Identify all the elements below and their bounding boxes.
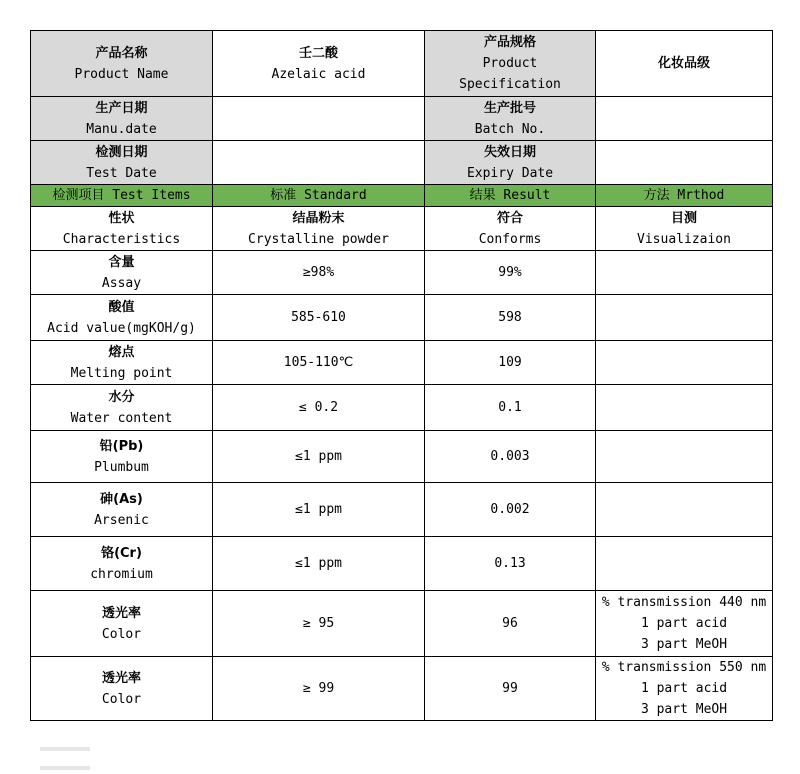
label-en: Product Name [74,66,169,82]
table-row [31,483,773,537]
item-cell [31,591,213,657]
header-value-cell [213,97,425,141]
column-header: 方法 Mrthod [596,185,773,207]
item-zh: 铬(Cr) [101,545,142,561]
result-cell [425,251,596,295]
result-text: 99 [502,681,518,696]
label-zh: 产品名称 [95,45,148,61]
result-text: 符合 [496,210,523,226]
column-header: 检测项目 Test Items [31,185,213,207]
item-cell [31,537,213,591]
label-zh: 产品规格 [483,35,536,50]
header-value-cell [213,31,425,97]
item-zh: 酸值 [108,299,135,315]
table-row [31,591,773,657]
header-value-cell [596,31,773,97]
result-cell [425,431,596,483]
item-zh: 水分 [108,389,135,405]
label-en: Test Date [86,165,157,181]
header-row [31,97,773,141]
standard-cell [213,295,425,341]
header-label-cell [425,97,596,141]
item-en: chromium [90,566,153,582]
standard-cell [213,431,425,483]
method-text: 3 part MeOH [640,702,728,717]
result-text: 0.1 [498,400,522,415]
table-row [31,341,773,385]
item-cell [31,295,213,341]
standard-text: ≤1 ppm [295,556,342,571]
header-value-cell [596,141,773,185]
item-en: Arsenic [94,512,149,528]
standard-cell [213,385,425,431]
column-header: 标准 Standard [213,185,425,207]
item-zh: 性状 [108,210,135,226]
method-text: 目测 [670,210,697,226]
standard-text: ≤ 0.2 [298,400,339,415]
result-text: 96 [502,616,518,631]
method-cell [596,251,773,295]
item-cell [31,207,213,251]
standard-cell [213,251,425,295]
standard-text: ≥ 99 [302,681,335,696]
item-zh: 熔点 [108,344,135,360]
result-cell [425,385,596,431]
result-cell [425,591,596,657]
header-label-cell [31,141,213,185]
item-en: Characteristics [62,231,181,247]
standard-text: Crystalline powder [248,231,389,247]
label-en: Batch No. [474,121,546,137]
item-cell [31,341,213,385]
method-text: % transmission 550 nm [601,660,767,675]
standard-text: ≤1 ppm [295,449,342,464]
method-cell [596,591,773,657]
result-cell [425,483,596,537]
label-zh: 生产日期 [95,100,148,116]
header-row [31,141,773,185]
item-en: Acid value(mgKOH/g) [47,320,196,336]
item-cell [31,251,213,295]
result-text: 0.003 [490,449,530,464]
column-header: 结果 Result [425,185,596,207]
item-en: Color [101,691,142,707]
standard-text: ≥98% [302,265,335,280]
method-cell [596,431,773,483]
header-value-cell [596,97,773,141]
header-label-cell [425,141,596,185]
method-text: % transmission 440 nm [601,595,767,610]
label-en: Expiry Date [466,165,554,181]
table-row [31,207,773,251]
coa-table [30,30,773,721]
table-row [31,431,773,483]
item-zh: 含量 [108,254,135,270]
standard-text: 105-110℃ [283,355,354,370]
standard-text: ≥ 95 [302,616,335,631]
table-row [31,295,773,341]
column-header-row [31,185,773,207]
result-text: 598 [498,310,522,325]
result-text: Conforms [478,231,542,247]
table-row [31,385,773,431]
table-row [31,657,773,721]
item-en: Plumbum [94,459,149,475]
standard-cell [213,537,425,591]
header-label-cell [31,31,213,97]
header-label-cell [425,31,596,97]
table-row [31,251,773,295]
label-zh: 失效日期 [483,144,536,160]
item-zh: 铅(Pb) [99,438,144,454]
standard-cell [213,591,425,657]
table-row [31,537,773,591]
item-zh: 透光率 [101,605,141,621]
result-text: 0.13 [494,556,526,571]
method-cell [596,537,773,591]
standard-cell [213,657,425,721]
standard-text: 结晶粉末 [292,210,345,226]
method-text: 1 part acid [640,616,728,631]
method-cell [596,341,773,385]
header-value-cell [213,141,425,185]
method-text: 1 part acid [640,681,728,696]
item-en: Color [101,626,142,642]
header-label-cell [31,97,213,141]
label-en: Manu.date [86,121,157,137]
standard-cell [213,341,425,385]
standard-cell [213,483,425,537]
label-zh: 检测日期 [95,144,148,160]
item-cell [31,431,213,483]
value-text: 化妆品级 [657,56,710,71]
method-text: Visualizaion [637,231,731,247]
method-cell [596,295,773,341]
method-cell [596,207,773,251]
method-cell [596,657,773,721]
item-cell [31,657,213,721]
footer-marks [40,736,240,748]
header-row [31,31,773,97]
result-text: 0.002 [490,502,530,517]
coa-body [31,31,773,721]
item-en: Assay [101,275,142,291]
result-text: 109 [498,355,522,370]
label-en: Product [482,56,538,71]
value-text: 壬二酸 [298,45,338,61]
result-cell [425,537,596,591]
item-cell [31,483,213,537]
method-text: 3 part MeOH [640,637,728,652]
standard-text: ≤1 ppm [295,502,342,517]
result-cell [425,657,596,721]
result-cell [425,207,596,251]
item-en: Water content [70,410,173,426]
label-zh: 生产批号 [483,100,536,116]
result-text: 99% [498,265,522,280]
item-en: Melting point [70,365,173,381]
item-zh: 砷(As) [100,491,143,507]
method-cell [596,385,773,431]
item-zh: 透光率 [101,670,141,686]
result-cell [425,341,596,385]
standard-text: 585-610 [291,310,346,325]
value-text: Azelaic acid [271,66,366,82]
method-cell [596,483,773,537]
result-cell [425,295,596,341]
standard-cell [213,207,425,251]
label-en: Specification [459,77,561,92]
item-cell [31,385,213,431]
